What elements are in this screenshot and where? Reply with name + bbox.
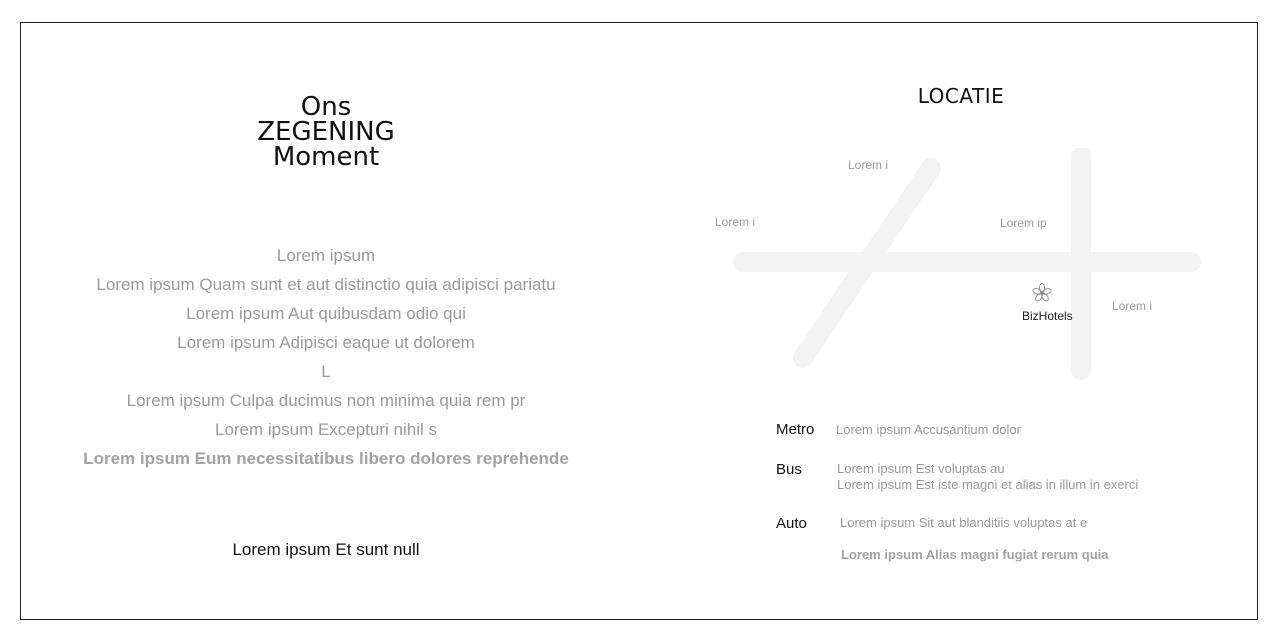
program-line: Lorem ipsum Quam sunt et aut distinctio quia adipisci pariatu — [96, 275, 556, 294]
program-line: Lorem ipsum — [276, 246, 376, 265]
location-map — [701, 148, 1201, 388]
map-roads — [701, 148, 1201, 388]
program-line: Lorem ipsum Culpa ducimus non minima quia rem pr — [126, 391, 526, 410]
auto-label: Auto — [776, 515, 807, 532]
location-title: LOCATIE — [917, 84, 1005, 108]
map-label-left: Lorem i — [715, 215, 756, 229]
program-list — [61, 241, 591, 473]
map-label-top: Lorem i — [848, 158, 889, 172]
title-line-3: Moment — [272, 142, 380, 172]
transport-note: Lorem ipsum Alias magni fugiat rerum quia — [841, 547, 1109, 562]
metro-text: Lorem ipsum Accusantium dolor — [836, 422, 1021, 437]
bus-text-line-2: Lorem ipsum Est iste magni et alias in illum in exerci — [837, 477, 1139, 492]
invitation-card — [20, 22, 1258, 620]
auto-text: Lorem ipsum Sit aut blanditiis voluptas at e — [840, 515, 1088, 530]
hotel-name: BizHotels — [1022, 309, 1073, 323]
program-line: Lorem ipsum Adipisci eaque ut dolorem — [177, 333, 475, 352]
invitation-title — [246, 92, 406, 172]
map-label-right-upper: Lorem ip — [1000, 216, 1047, 230]
bus-label: Bus — [776, 461, 802, 478]
program-line-emphasis: Lorem ipsum Eum necessitatibus libero dolores reprehende — [83, 449, 569, 468]
program-line: L — [321, 362, 331, 381]
program-line: Lorem ipsum Aut quibusdam odio qui — [186, 304, 466, 323]
flower-logo-icon — [1031, 282, 1053, 304]
footer-note: Lorem ipsum Et sunt null — [232, 540, 420, 559]
metro-label: Metro — [776, 421, 815, 438]
title-line-2: ZEGENING — [257, 117, 395, 147]
title-line-1: Ons — [300, 92, 352, 122]
map-label-right-lower: Lorem i — [1112, 299, 1153, 313]
program-line: Lorem ipsum Excepturi nihil s — [214, 420, 438, 439]
bus-text-line-1: Lorem ipsum Est voluptas au — [837, 461, 1005, 476]
